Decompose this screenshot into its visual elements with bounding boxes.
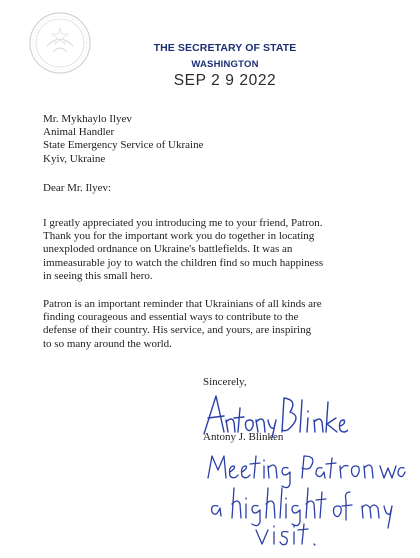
paragraph-line: Thank you for the important work you do together in locating bbox=[43, 230, 315, 243]
letterhead-city: WASHINGTON bbox=[191, 59, 259, 70]
typed-signatory-name: Antony J. Blinken bbox=[203, 431, 284, 443]
paragraph-line: I greatly appreciated you introducing me to your friend, Patron. bbox=[43, 217, 323, 229]
paragraph-line: defense of their country. His service, and yours, are inspiring bbox=[43, 324, 312, 337]
recipient-address bbox=[43, 113, 203, 166]
salutation: Dear Mr. Ilyev: bbox=[43, 182, 112, 194]
recipient-name: Mr. Mykhaylo Ilyev bbox=[43, 113, 132, 125]
paragraph-line: immeasurable joy to watch the children find so much happiness bbox=[43, 256, 324, 269]
department-seal bbox=[27, 10, 93, 76]
paragraph-line: finding courageous and essential ways to contribute to the bbox=[43, 311, 299, 324]
body-paragraph-2 bbox=[43, 298, 388, 351]
handwritten-note bbox=[206, 448, 406, 548]
date-stamp: SEP 2 9 2022 bbox=[173, 72, 277, 89]
paragraph-line: unexploded ordnance on Ukraine's battlefields. It was an bbox=[43, 243, 293, 256]
recipient-location: Kyiv, Ukraine bbox=[43, 152, 106, 165]
letterhead-title: THE SECRETARY OF STATE bbox=[153, 42, 297, 54]
closing: Sincerely, bbox=[203, 376, 247, 388]
recipient-organization: State Emergency Service of Ukraine bbox=[43, 139, 204, 152]
body-paragraph-1 bbox=[43, 217, 388, 283]
paragraph-line: to so many around the world. bbox=[43, 337, 172, 350]
recipient-role: Animal Handler bbox=[43, 126, 115, 139]
paragraph-line: in seeing this small hero. bbox=[43, 269, 153, 282]
paragraph-line: Patron is an important reminder that Ukrainians of all kinds are bbox=[43, 298, 322, 310]
